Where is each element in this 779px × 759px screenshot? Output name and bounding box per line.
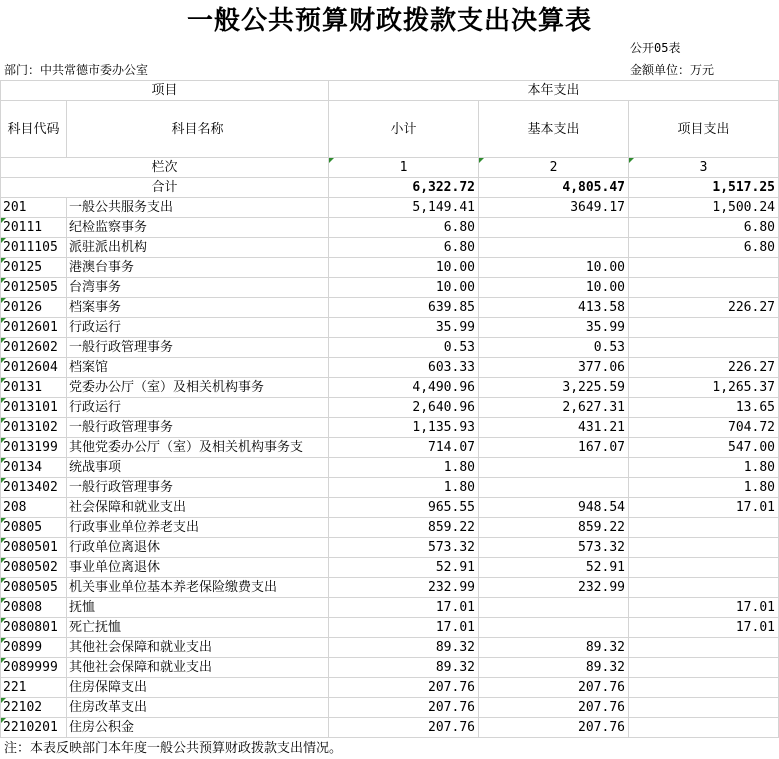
row-project [629,338,779,358]
row-basic [479,618,629,638]
header-this-year: 本年支出 [329,81,779,101]
row-subtotal: 5,149.41 [329,198,479,218]
row-name: 其他党委办公厅（室）及相关机构事务支 [67,438,329,458]
row-project [629,678,779,698]
header-project: 项目支出 [629,101,779,158]
table-row [1,278,779,298]
row-subtotal: 207.76 [329,678,479,698]
row-name: 抚恤 [67,598,329,618]
row-name: 一般行政管理事务 [67,418,329,438]
row-code: 20125 [1,258,67,278]
col-index-3: 3 [629,158,779,178]
row-subtotal: 1,135.93 [329,418,479,438]
row-code: 2080501 [1,538,67,558]
row-code: 2012601 [1,318,67,338]
row-name: 行政事业单位养老支出 [67,518,329,538]
table-row [1,478,779,498]
row-basic: 52.91 [479,558,629,578]
report-title: 一般公共预算财政拨款支出决算表 [186,6,592,36]
row-subtotal: 4,490.96 [329,378,479,398]
row-subtotal: 17.01 [329,598,479,618]
row-project: 1.80 [629,478,779,498]
row-subtotal: 2,640.96 [329,398,479,418]
row-project: 1,500.24 [629,198,779,218]
row-project [629,658,779,678]
table-row [1,638,779,658]
row-subtotal: 965.55 [329,498,479,518]
footnote: 注：本表反映部门本年度一般公共预算财政拨款支出情况。 [4,741,343,756]
row-subtotal: 10.00 [329,278,479,298]
row-name: 住房改革支出 [67,698,329,718]
row-name: 一般公共服务支出 [67,198,329,218]
row-basic: 89.32 [479,658,629,678]
table-row [1,238,779,258]
row-code: 2080801 [1,618,67,638]
table-row [1,558,779,578]
row-basic: 0.53 [479,338,629,358]
row-name: 行政单位离退休 [67,538,329,558]
header-name: 科目名称 [67,101,329,158]
row-subtotal: 35.99 [329,318,479,338]
unit-label: 金额单位：万元 [630,63,715,77]
row-project [629,518,779,538]
row-basic: 948.54 [479,498,629,518]
table-code: 公开05表 [630,41,681,55]
header-row-columns [1,101,779,158]
row-subtotal: 603.33 [329,358,479,378]
row-project [629,278,779,298]
row-basic [479,598,629,618]
table-row [1,518,779,538]
row-name: 行政运行 [67,398,329,418]
col-index-1: 1 [329,158,479,178]
row-project: 1.80 [629,458,779,478]
row-code: 2013101 [1,398,67,418]
row-project: 17.01 [629,618,779,638]
row-code: 2013199 [1,438,67,458]
table-row [1,298,779,318]
row-name: 死亡抚恤 [67,618,329,638]
row-basic: 859.22 [479,518,629,538]
row-subtotal: 1.80 [329,458,479,478]
row-project [629,258,779,278]
table-row [1,258,779,278]
row-basic: 167.07 [479,438,629,458]
table-row [1,198,779,218]
row-project: 547.00 [629,438,779,458]
row-subtotal: 573.32 [329,538,479,558]
row-subtotal: 639.85 [329,298,479,318]
row-name: 一般行政管理事务 [67,338,329,358]
table-row [1,578,779,598]
row-name: 住房保障支出 [67,678,329,698]
row-subtotal: 6.80 [329,218,479,238]
row-project: 226.27 [629,298,779,318]
row-subtotal: 714.07 [329,438,479,458]
row-subtotal: 232.99 [329,578,479,598]
row-name: 纪检监察事务 [67,218,329,238]
row-code: 2011105 [1,238,67,258]
header-row-top [1,81,779,101]
row-basic: 3649.17 [479,198,629,218]
row-basic: 207.76 [479,678,629,698]
row-name: 台湾事务 [67,278,329,298]
table-row [1,358,779,378]
row-code: 208 [1,498,67,518]
row-project: 17.01 [629,598,779,618]
total-label: 合计 [1,178,329,198]
row-name: 港澳台事务 [67,258,329,278]
table-row [1,598,779,618]
row-name: 其他社会保障和就业支出 [67,638,329,658]
row-subtotal: 0.53 [329,338,479,358]
row-name: 档案事务 [67,298,329,318]
row-project: 1,265.37 [629,378,779,398]
row-code: 2089999 [1,658,67,678]
row-basic [479,218,629,238]
table-row [1,438,779,458]
row-subtotal: 10.00 [329,258,479,278]
row-project [629,718,779,738]
header-basic: 基本支出 [479,101,629,158]
table-row [1,458,779,478]
row-basic [479,458,629,478]
row-name: 派驻派出机构 [67,238,329,258]
row-code: 22102 [1,698,67,718]
header-subtotal: 小计 [329,101,479,158]
row-subtotal: 1.80 [329,478,479,498]
table-row [1,418,779,438]
table-row [1,378,779,398]
row-code: 20805 [1,518,67,538]
total-basic: 4,805.47 [479,178,629,198]
table-row [1,498,779,518]
table-row [1,398,779,418]
row-basic: 232.99 [479,578,629,598]
header-code: 科目代码 [1,101,67,158]
row-name: 机关事业单位基本养老保险缴费支出 [67,578,329,598]
row-basic: 10.00 [479,258,629,278]
row-basic [479,238,629,258]
row-basic: 377.06 [479,358,629,378]
row-subtotal: 17.01 [329,618,479,638]
row-basic [479,478,629,498]
column-index-row [1,158,779,178]
row-basic: 207.76 [479,718,629,738]
row-basic: 207.76 [479,698,629,718]
table-row [1,678,779,698]
row-name: 统战事项 [67,458,329,478]
table-row [1,218,779,238]
row-project [629,318,779,338]
expenditure-table [0,80,779,738]
row-code: 2012604 [1,358,67,378]
row-project: 17.01 [629,498,779,518]
row-project [629,538,779,558]
row-code: 20111 [1,218,67,238]
row-basic: 431.21 [479,418,629,438]
row-basic: 10.00 [479,278,629,298]
total-row [1,178,779,198]
row-basic: 89.32 [479,638,629,658]
row-code: 2080502 [1,558,67,578]
row-name: 档案馆 [67,358,329,378]
table-row [1,538,779,558]
col-index-2: 2 [479,158,629,178]
table-row [1,318,779,338]
row-subtotal: 859.22 [329,518,479,538]
row-project: 6.80 [629,238,779,258]
department-label: 部门：中共常德市委办公室 [4,63,149,77]
row-name: 一般行政管理事务 [67,478,329,498]
row-code: 2012602 [1,338,67,358]
row-code: 20808 [1,598,67,618]
table-row [1,338,779,358]
row-name: 住房公积金 [67,718,329,738]
row-code: 201 [1,198,67,218]
row-project: 226.27 [629,358,779,378]
row-code: 2012505 [1,278,67,298]
table-row [1,698,779,718]
row-code: 20126 [1,298,67,318]
row-project: 13.65 [629,398,779,418]
lanci-label: 栏次 [1,158,329,178]
row-basic: 2,627.31 [479,398,629,418]
table-row [1,718,779,738]
row-project [629,638,779,658]
row-subtotal: 6.80 [329,238,479,258]
row-code: 2210201 [1,718,67,738]
row-subtotal: 89.32 [329,638,479,658]
row-project: 704.72 [629,418,779,438]
row-name: 事业单位离退休 [67,558,329,578]
header-item: 项目 [1,81,329,101]
row-basic: 35.99 [479,318,629,338]
row-subtotal: 207.76 [329,698,479,718]
row-code: 20899 [1,638,67,658]
row-code: 2013102 [1,418,67,438]
total-subtotal: 6,322.72 [329,178,479,198]
total-project: 1,517.25 [629,178,779,198]
table-row [1,618,779,638]
row-basic: 573.32 [479,538,629,558]
row-project [629,578,779,598]
row-project: 6.80 [629,218,779,238]
row-subtotal: 52.91 [329,558,479,578]
row-project [629,698,779,718]
table-row [1,658,779,678]
row-code: 20131 [1,378,67,398]
row-basic: 3,225.59 [479,378,629,398]
row-code: 20134 [1,458,67,478]
row-name: 其他社会保障和就业支出 [67,658,329,678]
row-subtotal: 89.32 [329,658,479,678]
row-name: 社会保障和就业支出 [67,498,329,518]
row-code: 221 [1,678,67,698]
row-code: 2080505 [1,578,67,598]
row-project [629,558,779,578]
row-code: 2013402 [1,478,67,498]
row-subtotal: 207.76 [329,718,479,738]
row-basic: 413.58 [479,298,629,318]
row-name: 党委办公厅（室）及相关机构事务 [67,378,329,398]
row-name: 行政运行 [67,318,329,338]
